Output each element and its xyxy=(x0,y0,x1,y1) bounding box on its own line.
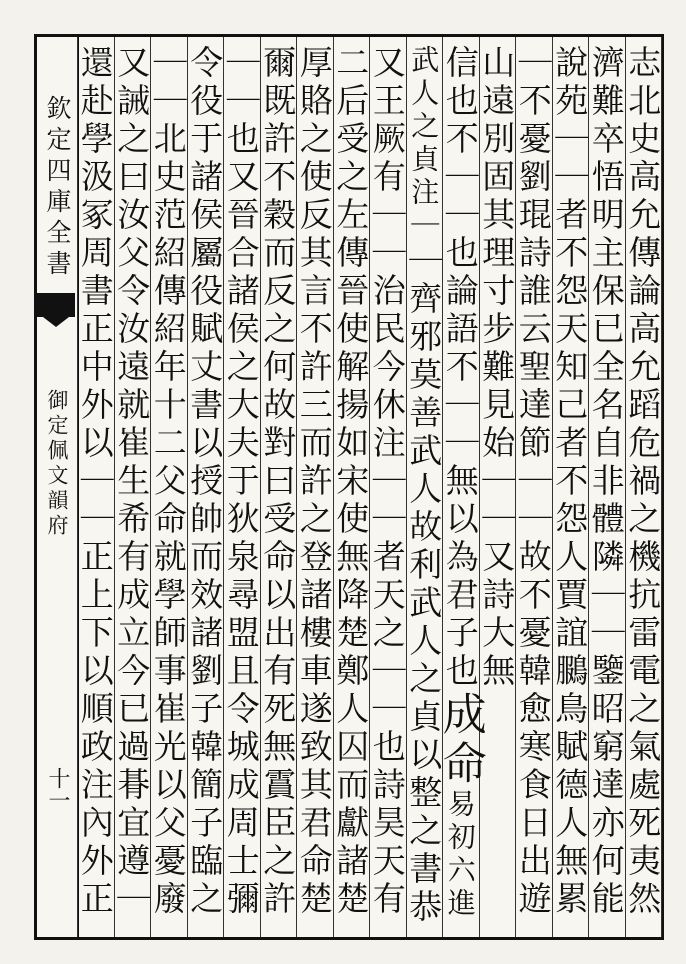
text-column xyxy=(69,45,122,930)
column-text: 志北史高允傳論高允蹈危禍之機抗雷電之氣處死夷然 xyxy=(623,45,663,919)
column-text: 說苑｜｜者不怨天知己者不怨人賈誼鵩鳥賦德人無累 xyxy=(550,45,590,919)
page-frame xyxy=(34,34,664,940)
column-text: 又誡之曰汝父令汝遠就崔生希有成立今已過朞宜遵｜ xyxy=(112,45,152,919)
column-text: 厚賂之使反其言不許三而許之登諸樓車遂致其君命楚 xyxy=(294,45,334,919)
column-text: 令役于諸侯屬役賦丈書以授帥而效諸劉子韓簡子臨之 xyxy=(185,45,225,919)
column-text: 二后受之左傳晉使解揚如宋使無降楚鄭人囚而獻諸楚 xyxy=(331,45,371,919)
column-text: ｜不憂劉琨詩誰云聖達節｜｜故不憂韓愈寒食日出遊 xyxy=(513,45,553,919)
margin-title: 欽定四庫全書 xyxy=(43,95,72,281)
text-body xyxy=(77,37,661,937)
column-text: 爾既許不穀而反之何故對曰受命以出有死無霣臣之許 xyxy=(258,45,298,919)
annotation-text: 易初六進 xyxy=(443,789,477,921)
column-text: ｜｜北史范紹傳紹年十二父命就學師事崔光以父憂廢 xyxy=(148,45,188,919)
column-text: 又王厥有｜｜治民今休注｜｜者天之｜｜也詩昊天有 xyxy=(367,45,407,919)
margin-book-title: 御定佩文韻府 xyxy=(45,389,69,539)
column-text: 還赴學汲冢周書正中外以｜｜正上下以順政注內外正 xyxy=(75,45,115,919)
column-text: 山遠別固其理寸步難見始｜｜又詩大無 xyxy=(477,45,517,691)
column-text: ｜｜也又晉合諸侯之大夫于狄泉尋盟且令城成周士彌 xyxy=(221,45,261,919)
column-text: 信也不｜｜也論語不｜｜無以為君子也 xyxy=(440,45,480,691)
annotation-text: 武人之貞注｜ xyxy=(407,45,441,243)
page-number: 十一 xyxy=(45,767,70,811)
column-text: ｜齊邪莫善武人故利武人之貞以整之書恭 xyxy=(404,243,444,927)
column-text: 濟難卒悟明主保已全名自非體隣｜｜鑒昭窮達亦何能 xyxy=(586,45,626,919)
entry-headword: 成命 xyxy=(434,691,486,789)
